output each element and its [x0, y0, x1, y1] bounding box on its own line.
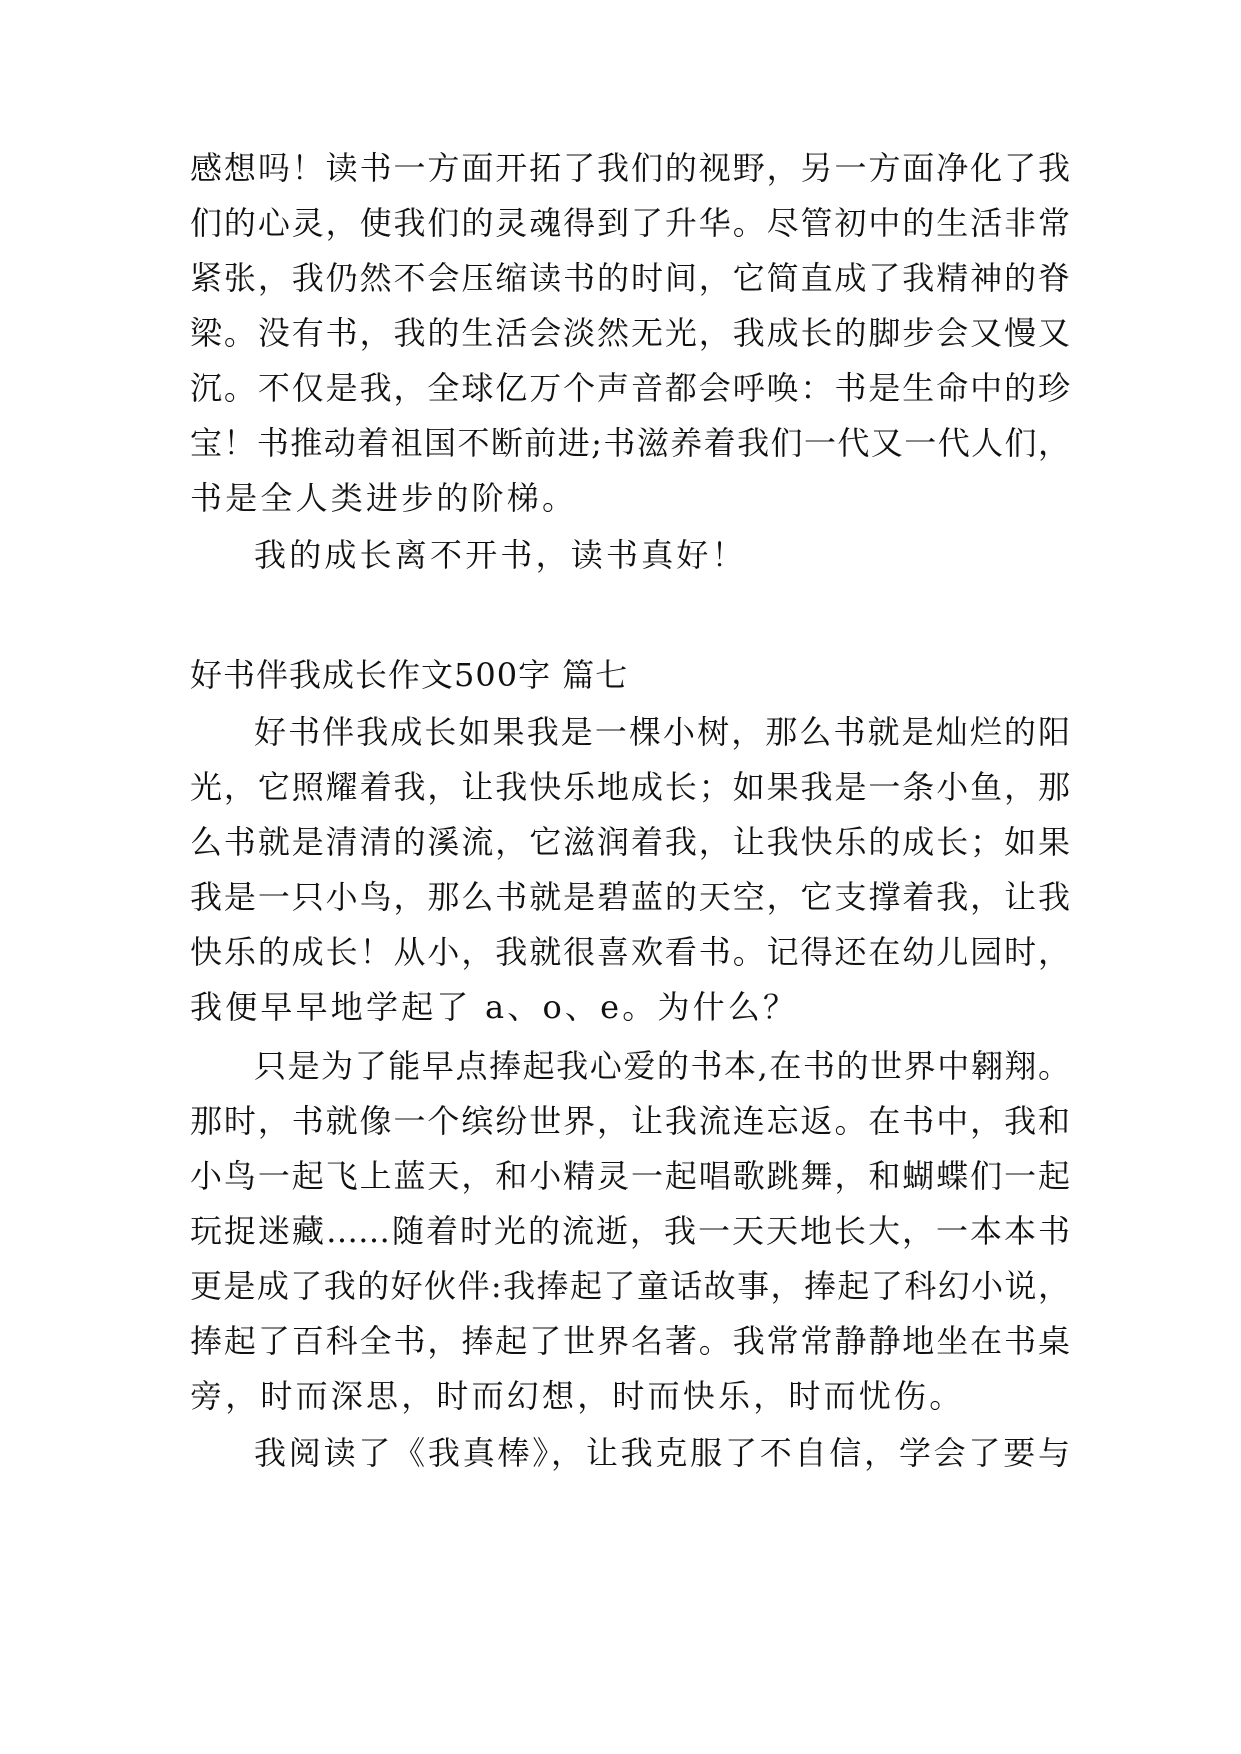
paragraph-line: 梁。没有书，我的生活会淡然无光，我成长的脚步会又慢又: [190, 314, 1070, 352]
paragraph-line: 旁，时而深思，时而幻想，时而快乐，时而忧伤。: [190, 1377, 965, 1415]
paragraph-line: 么书就是清清的溪流，它滋润着我，让我快乐的成长；如果: [190, 823, 1070, 861]
paragraph-line: 我是一只小鸟，那么书就是碧蓝的天空，它支撑着我，让我: [190, 878, 1070, 916]
paragraph-line: 们的心灵，使我们的灵魂得到了升华。尽管初中的生活非常: [190, 204, 1070, 242]
paragraph-line: 捧起了百科全书，捧起了世界名著。我常常静静地坐在书桌: [190, 1322, 1070, 1360]
paragraph-line: 沉。不仅是我，全球亿万个声音都会呼唤：书是生命中的珍: [190, 369, 1070, 407]
paragraph-line: 宝！书推动着祖国不断前进;书滋养着我们一代又一代人们，: [190, 424, 1070, 462]
paragraph-line: 玩捉迷藏……随着时光的流逝，我一天天地长大，一本本书: [190, 1212, 1070, 1250]
paragraph-line: 只是为了能早点捧起我心爱的书本,在书的世界中翱翔。: [254, 1047, 1070, 1085]
paragraph-line: 我便早早地学起了 a、o、e。为什么？: [190, 988, 799, 1026]
paragraph-line: 快乐的成长！从小，我就很喜欢看书。记得还在幼儿园时，: [190, 933, 1070, 971]
paragraph-line: 小鸟一起飞上蓝天，和小精灵一起唱歌跳舞，和蝴蝶们一起: [190, 1157, 1070, 1195]
paragraph-line: 紧张，我仍然不会压缩读书的时间，它简直成了我精神的脊: [190, 259, 1070, 297]
paragraph-line: 感想吗！读书一方面开拓了我们的视野，另一方面净化了我: [190, 149, 1070, 187]
paragraph-line: 好书伴我成长如果我是一棵小树，那么书就是灿烂的阳: [254, 713, 1070, 751]
paragraph-line: 我的成长离不开书，读书真好！: [254, 536, 747, 574]
paragraph-line: 书是全人类进步的阶梯。: [190, 479, 578, 517]
paragraph-line: 那时，书就像一个缤纷世界，让我流连忘返。在书中，我和: [190, 1102, 1070, 1140]
paragraph-line: 光，它照耀着我，让我快乐地成长；如果我是一条小鱼，那: [190, 768, 1070, 806]
paragraph-line: 更是成了我的好伙伴:我捧起了童话故事，捧起了科幻小说，: [190, 1267, 1070, 1305]
section-heading: 好书伴我成长作文500字 篇七: [190, 656, 629, 694]
paragraph-line: 我阅读了《我真棒》，让我克服了不自信，学会了要与: [254, 1434, 1070, 1472]
